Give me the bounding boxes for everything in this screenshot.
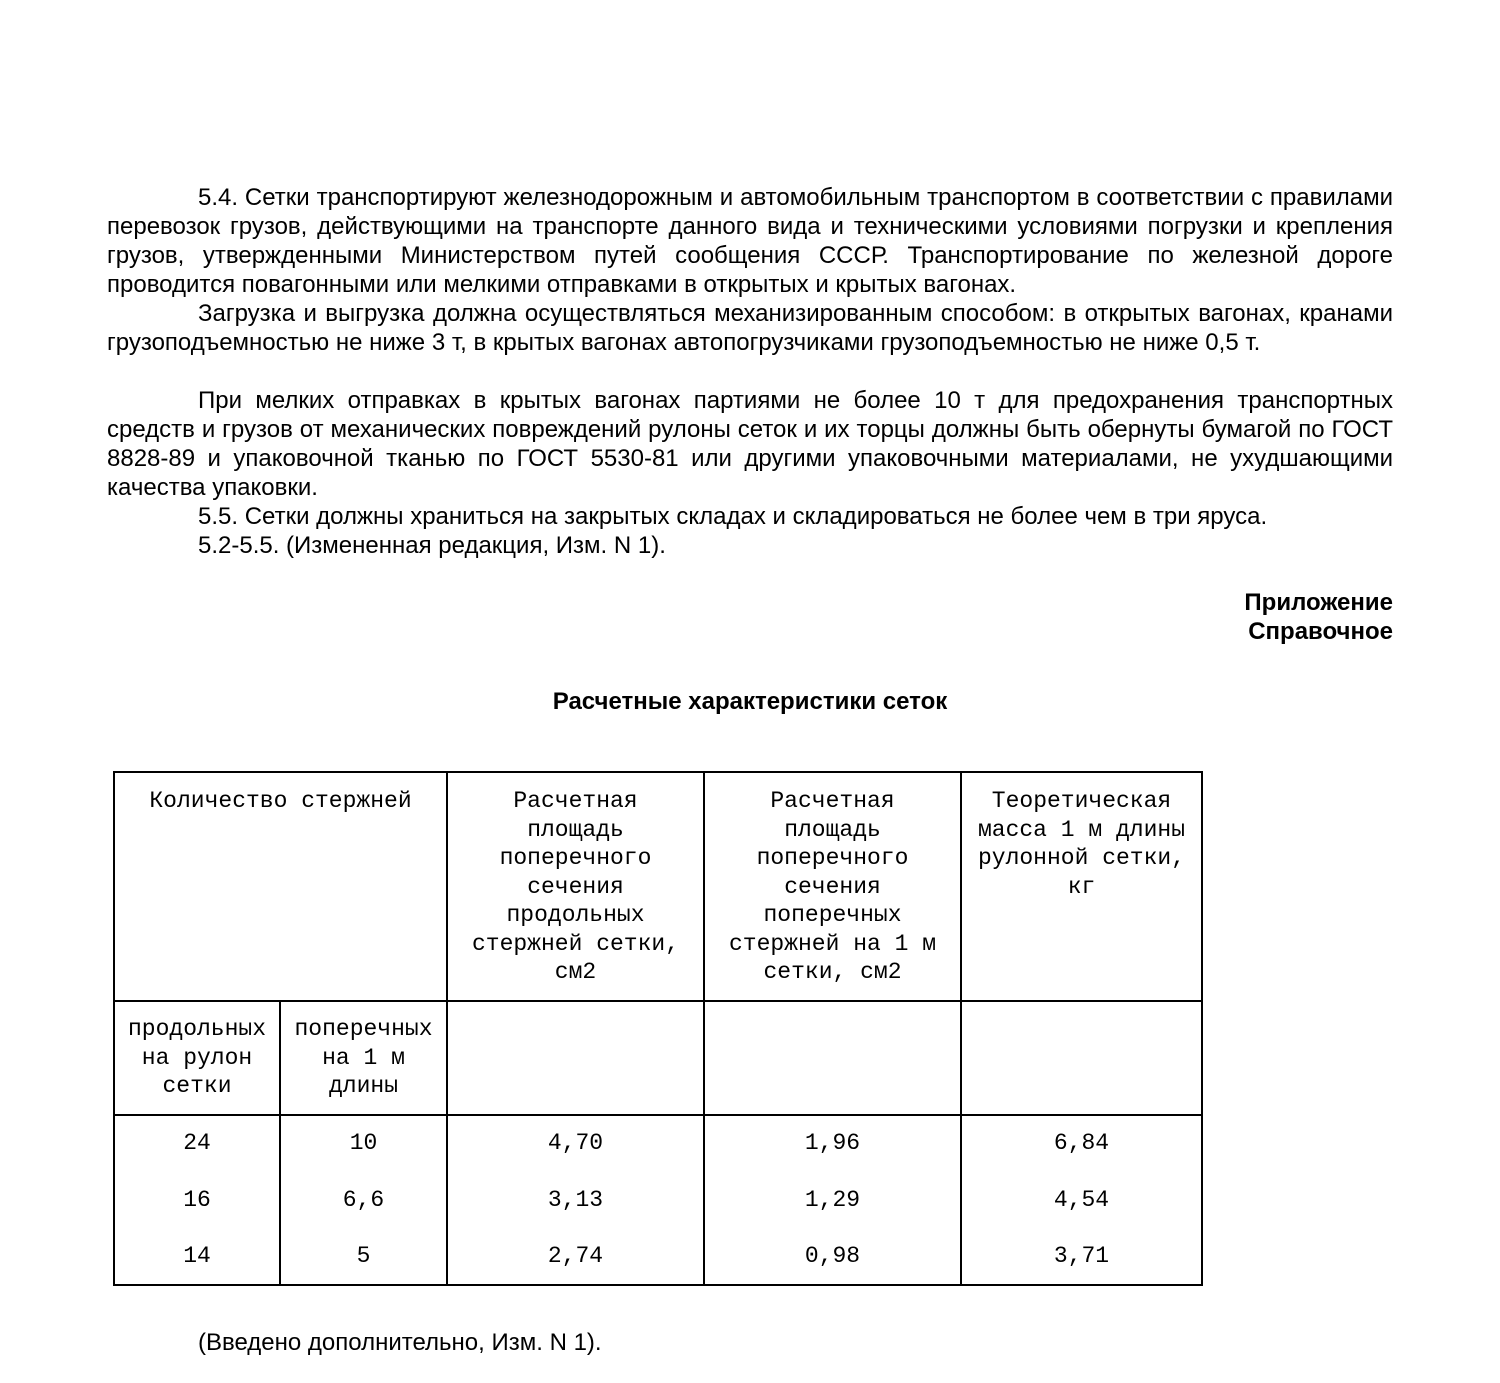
table-cell: 1,96	[804, 1130, 861, 1156]
table-cell: 2,74	[547, 1243, 604, 1269]
subheader-longitudinal-per-roll: продольных на рулон сетки	[127, 1016, 267, 1099]
table-cell: 0,98	[804, 1243, 861, 1269]
table-cell: 6,6	[342, 1187, 385, 1213]
paragraph-amendment: 5.2-5.5. (Измененная редакция, Изм. N 1).	[198, 532, 666, 559]
footer-note: (Введено дополнительно, Изм. N 1).	[198, 1329, 602, 1356]
table-cell: 4,70	[547, 1130, 604, 1156]
table-cell: 14	[183, 1243, 211, 1269]
appendix-label: Приложение	[1244, 589, 1393, 616]
table-divider-header	[113, 1000, 1203, 1002]
table-cell: 3,71	[1053, 1243, 1110, 1269]
table-title: Расчетные характеристики сеток	[552, 688, 948, 715]
table-cell: 10	[349, 1130, 378, 1156]
paragraph-small-shipments: При мелких отправках в крытых вагонах партиями не более 10 т для предохранения транспортных средств и грузов от механических повреждений рулоны сеток и их торцы должны быть обернуты бумагой по ГОСТ 8828-89 и упаковочной тканью по ГОСТ 5530-81 или другими упаковочными материалами, не ухудшающими качества упаковки.	[107, 387, 1393, 501]
table-divider-subheader	[113, 1114, 1203, 1116]
header-rods-count: Количество стержней	[149, 788, 412, 814]
header-transverse-area: Расчетная площадь поперечного сечения поперечных стержней на 1 м сетки, см2	[728, 788, 937, 985]
table-cell: 6,84	[1053, 1130, 1110, 1156]
table-cell: 4,54	[1053, 1187, 1110, 1213]
table-border-right	[1201, 771, 1203, 1286]
appendix-heading	[1244, 588, 1393, 646]
table-border-top	[113, 771, 1203, 773]
header-longitudinal-area: Расчетная площадь поперечного сечения продольных стержней сетки, см2	[471, 788, 680, 985]
paragraph-5-4: 5.4. Сетки транспортируют железнодорожным и автомобильным транспортом в соответствии с правилами перевозок грузов, действующими на транспорте данного вида и техническими условиями погрузки и крепления грузов, утвержденными Министерством путей сообщения СССР. Транспортирование по железной дороге проводится повагонными или мелкими отправками в открытых и крытых вагонах.	[107, 184, 1393, 298]
header-theoretical-mass: Теоретическая масса 1 м длины рулонной сетки, кг	[977, 788, 1186, 900]
characteristics-table	[113, 771, 1203, 1286]
table-cell: 3,13	[547, 1187, 604, 1213]
table-cell: 24	[183, 1130, 211, 1156]
subheader-transverse-per-meter: поперечных на 1 м длины	[294, 1016, 433, 1099]
paragraph-5-5: 5.5. Сетки должны храниться на закрытых складах и складироваться не более чем в три яруса.	[198, 503, 1268, 530]
appendix-type: Справочное	[1248, 618, 1393, 645]
paragraph-loading: Загрузка и выгрузка должна осуществляться механизированным способом: в открытых вагонах, кранами грузоподъемностью не ниже 3 т, в крытых вагонах автопогрузчиками грузоподъемностью не ниже 0,5 т.	[107, 300, 1393, 356]
table-cell: 16	[183, 1187, 211, 1213]
table-border-bottom	[113, 1284, 1203, 1286]
table-cell: 5	[356, 1243, 371, 1269]
table-cell: 1,29	[804, 1187, 861, 1213]
